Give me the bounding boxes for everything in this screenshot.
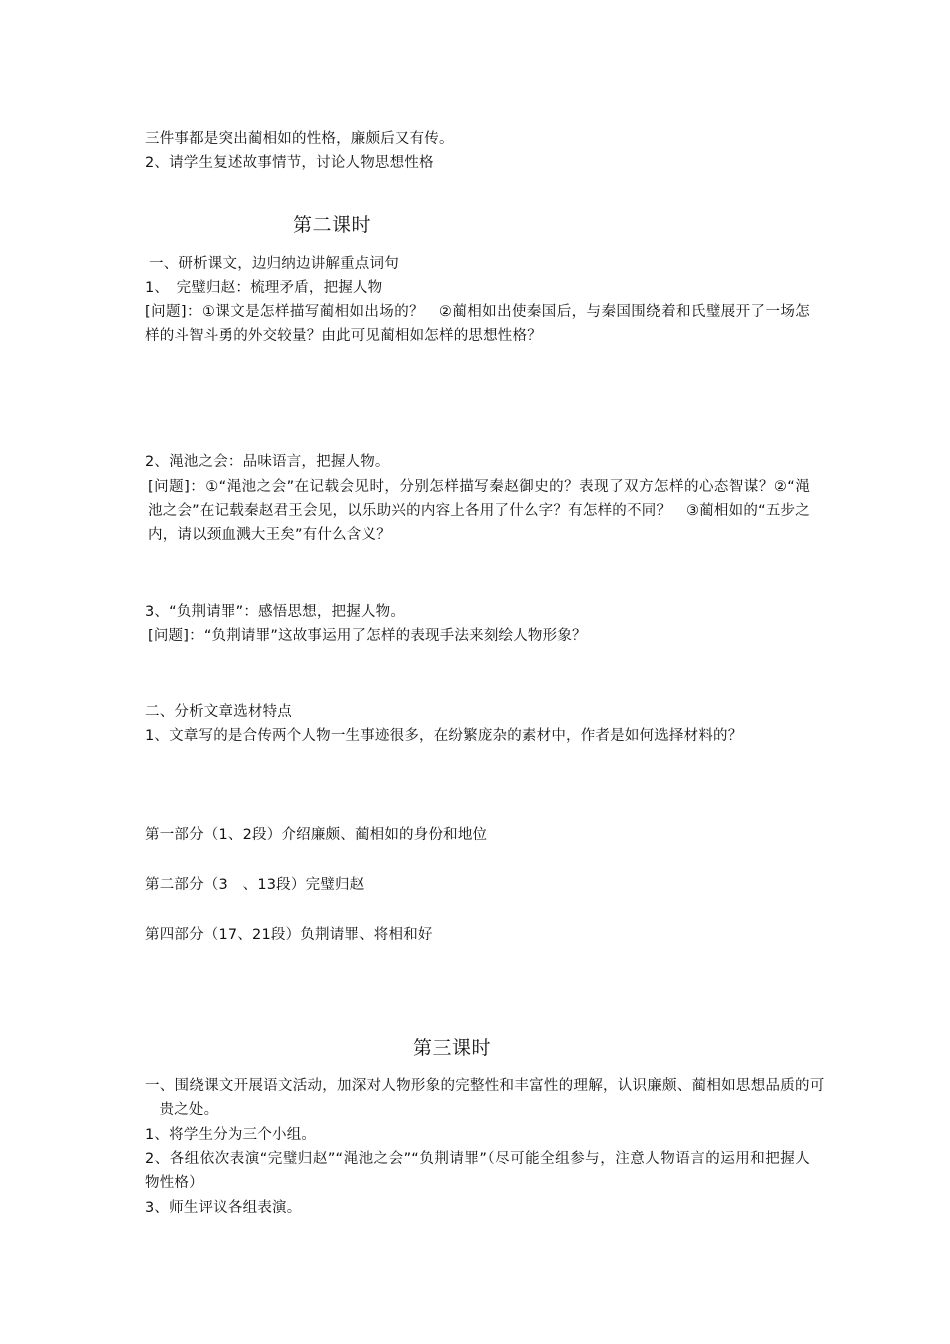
lesson3-title: 第三课时 bbox=[413, 1037, 492, 1059]
lesson2-item2-question: [问题]：①“渑池之会”在记载会见时，分别怎样描写秦赵御史的？表现了双方怎样的心态智谋？②“渑池之会”在记载秦赵君王会见，以乐助兴的内容上各用了什么字？有怎样的不同？ ③蔺相如的“五步之内，请以颈血溅大王矣”有什么含义？ bbox=[148, 479, 810, 543]
lesson2-section1-heading: 一、研析课文，边归纳边讲解重点词句 bbox=[149, 256, 399, 272]
lesson2-title: 第二课时 bbox=[293, 214, 372, 236]
lesson2-item1-heading: 1、 完璧归赵：梳理矛盾，把握人物 bbox=[145, 280, 383, 296]
lesson2-item3-heading: 3、“负荆请罪”：感悟思想，把握人物。 bbox=[145, 604, 406, 620]
intro-line-2: 2、请学生复述故事情节，讨论人物思想性格 bbox=[145, 155, 434, 171]
lesson2-part4: 第四部分（17、21段）负荆请罪、将相和好 bbox=[145, 927, 433, 943]
lesson2-item1-question: [问题]：①课文是怎样描写蔺相如出场的？ ②蔺相如出使秦国后，与秦国围绕着和氏璧展开了一场怎样的斗智斗勇的外交较量？由此可见蔺相如怎样的思想性格？ bbox=[145, 304, 810, 344]
lesson2-section2-item1: 1、文章写的是合传两个人物一生事迹很多，在纷繁庞杂的素材中，作者是如何选择材料的？ bbox=[145, 728, 743, 744]
lesson2-part1: 第一部分（1、2段）介绍廉颇、蔺相如的身份和地位 bbox=[145, 827, 488, 843]
lesson3-item1: 1、将学生分为三个小组。 bbox=[145, 1127, 317, 1143]
lesson2-item2-heading: 2、渑池之会：品味语言，把握人物。 bbox=[145, 454, 390, 470]
intro-line-1: 三件事都是突出蔺相如的性格，廉颇后又有传。 bbox=[145, 131, 454, 147]
lesson2-item3-question: [问题]：“负荆请罪”这故事运用了怎样的表现手法来刻绘人物形象？ bbox=[148, 628, 587, 644]
lesson3-item3: 3、师生评议各组表演。 bbox=[145, 1200, 302, 1216]
lesson2-section2-heading: 二、分析文章选材特点 bbox=[145, 704, 292, 720]
lesson3-item2: 2、各组依次表演“完璧归赵”“渑池之会”“负荆请罪”（尽可能全组参与，注意人物语言的运用和把握人物性格） bbox=[145, 1151, 810, 1191]
lesson3-section1: 一、围绕课文开展语文活动，加深对人物形象的完整性和丰富性的理解，认识廉颇、蔺相如思想品质的可贵之处。 bbox=[145, 1078, 825, 1118]
lesson2-part2: 第二部分（3 、13段）完璧归赵 bbox=[145, 877, 365, 893]
